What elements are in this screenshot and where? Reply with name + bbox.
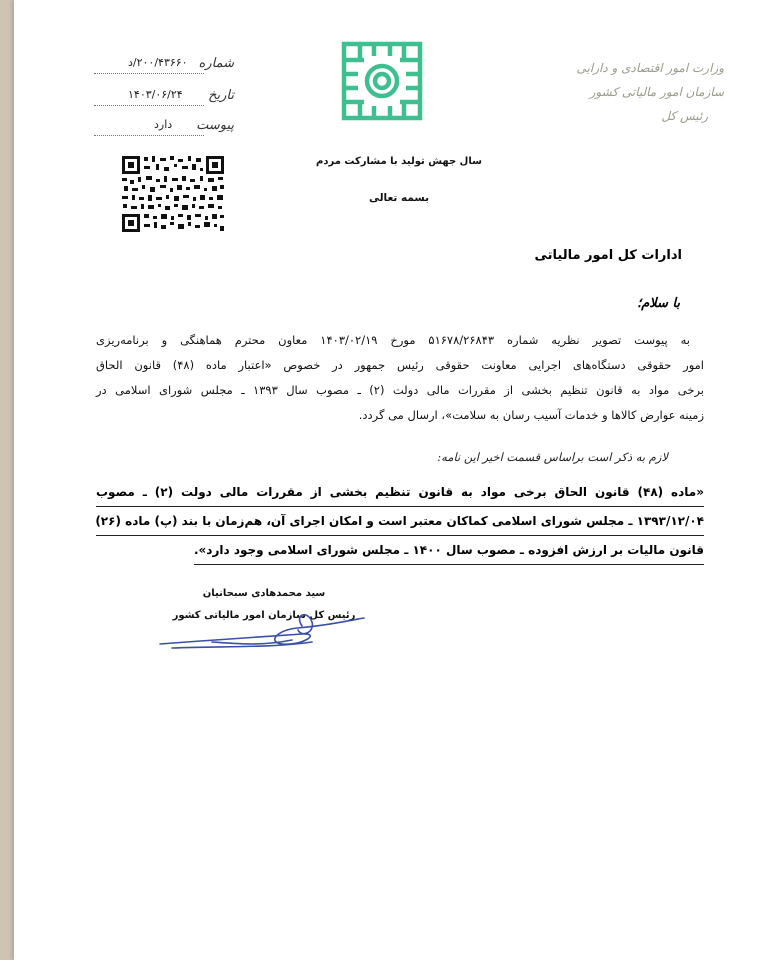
- number-value: ۲۰۰/۴۳۶۶۰/د: [128, 56, 188, 69]
- quote-line: ۱۳۹۳/۱۲/۰۴ ـ مجلس شورای اسلامی کماکان معتبر است و امکان اجرای آن، هم‌زمان با بند (پ) ماده (۲۶): [96, 507, 704, 536]
- signature-icon: [152, 600, 372, 656]
- date-value: ۱۴۰۳/۰۶/۲۴: [128, 88, 183, 101]
- quote-line: قانون مالیات بر ارزش افزوده ـ مصوب سال ۱۴۰۰ ـ مجلس شورای اسلامی وجود دارد».: [194, 536, 704, 565]
- attachment-label: پیوست: [196, 118, 234, 133]
- greeting: با سلام؛: [637, 296, 680, 311]
- number-line: [94, 73, 204, 74]
- tax-organization-logo-icon: [340, 40, 424, 122]
- date-label: تاریخ: [208, 88, 234, 103]
- body-line: امور حقوقی دستگاه‌های اجرایی معاونت حقوقی رئیس جمهور در خصوص «اعتبار ماده (۴۸) قانون الحاق: [96, 358, 704, 372]
- quoted-paragraph: [96, 478, 704, 565]
- ministry-header: [564, 56, 724, 128]
- signer-name: سید محمدهادی سبحانیان: [202, 588, 326, 599]
- body-line: برخی مواد به قانون تنظیم بخشی از مقررات مالی دولت (۲) ـ مصوب سال ۱۳۹۳ ـ مجلس شورای اسلامی در: [96, 383, 704, 397]
- attachment-value: دارد: [154, 118, 173, 131]
- bismillah: بسمه تعالی: [368, 192, 430, 204]
- body-line: زمینه عوارض کالاها و خدمات آسیب رسان به سلامت»، ارسال می گردد.: [358, 408, 704, 422]
- office-title: رئیس کل: [661, 109, 708, 123]
- attachment-line: [94, 135, 204, 136]
- ministry-name: وزارت امور اقتصادی و دارایی: [576, 61, 724, 75]
- attachment-row: [94, 118, 234, 140]
- year-slogan: سال جهش تولید با مشارکت مردم: [316, 156, 482, 167]
- organization-name: سازمان امور مالیاتی کشور: [589, 85, 724, 99]
- quote-line: «ماده (۴۸) قانون الحاق برخی مواد به قانون تنظیم بخشی از مقررات مالی دولت (۲) ـ مصوب: [96, 478, 704, 507]
- note-line: لازم به ذکر است براساس قسمت اخیر این نامه:: [437, 450, 668, 464]
- date-line: [94, 105, 204, 106]
- letter-date-row: [94, 88, 234, 110]
- body-line: به پیوست تصویر نظریه شماره ۵۱۶۷۸/۲۶۸۴۳ مورخ ۱۴۰۳/۰۲/۱۹ معاون محترم هماهنگی و برنامه‌ریزی: [96, 333, 690, 347]
- letter-number-row: [94, 56, 234, 78]
- body-paragraph: [96, 328, 704, 428]
- signer-title: رئیس کل سازمان امور مالیاتی کشور: [172, 610, 356, 621]
- addressee: ادارات کل امور مالیاتی: [534, 248, 682, 263]
- qr-code-icon: [120, 154, 226, 234]
- number-label: شماره: [198, 56, 234, 71]
- letter-page: [14, 0, 768, 960]
